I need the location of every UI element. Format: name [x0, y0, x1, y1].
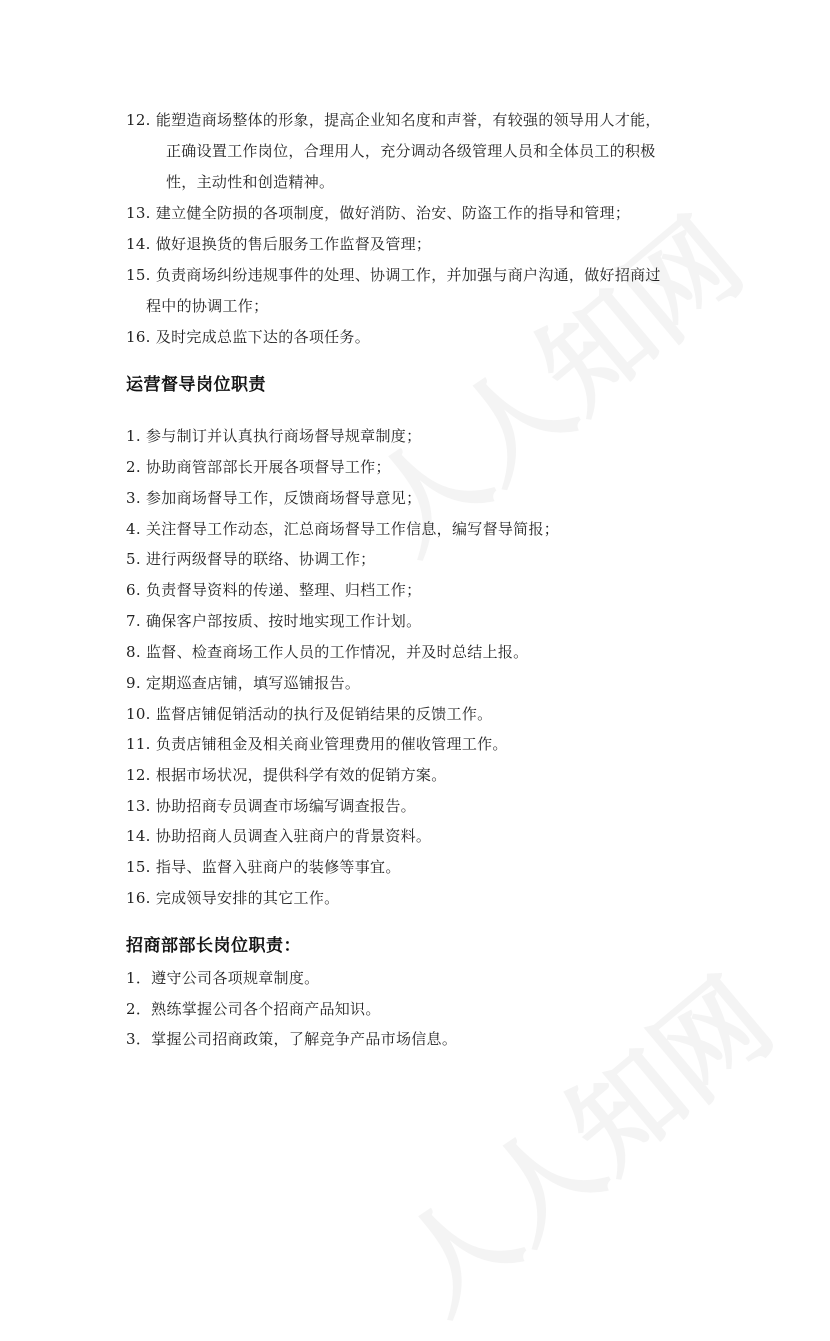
- list-item: 16. 完成领导安排的其它工作。: [126, 889, 340, 907]
- list-item: 11. 负责店铺租金及相关商业管理费用的催收管理工作。: [126, 735, 508, 753]
- list-item-continuation: 正确设置工作岗位，合理用人，充分调动各级管理人员和全体员工的积极: [166, 142, 656, 160]
- list-item: 8. 监督、检查商场工作人员的工作情况，并及时总结上报。: [126, 643, 529, 661]
- list-item: 3．掌握公司招商政策，了解竞争产品市场信息。: [126, 1030, 458, 1048]
- list-item-continuation: 程中的协调工作；: [146, 297, 269, 315]
- list-item: 14. 协助招商人员调查入驻商户的背景资料。: [126, 827, 432, 845]
- list-item: 4. 关注督导工作动态，汇总商场督导工作信息，编写督导简报；: [126, 520, 560, 538]
- list-item: 16. 及时完成总监下达的各项任务。: [126, 328, 371, 346]
- list-item: 12. 能塑造商场整体的形象，提高企业知名度和声誉，有较强的领导用人才能，: [126, 111, 661, 129]
- list-item: 15. 指导、监督入驻商户的装修等事宜。: [126, 858, 401, 876]
- list-item: 2. 协助商管部部长开展各项督导工作；: [126, 458, 391, 476]
- list-item: 10. 监督店铺促销活动的执行及促销结果的反馈工作。: [126, 705, 493, 723]
- list-item: 5. 进行两级督导的联络、协调工作；: [126, 550, 376, 568]
- list-item: 15. 负责商场纠纷违规事件的处理、协调工作，并加强与商户沟通，做好招商过: [126, 266, 661, 284]
- list-item: 1. 参与制订并认真执行商场督导规章制度；: [126, 427, 422, 445]
- list-item-continuation: 性，主动性和创造精神。: [166, 173, 335, 191]
- watermark: [361, 937, 800, 1341]
- list-item: 12. 根据市场状况，提供科学有效的促销方案。: [126, 766, 447, 784]
- list-item: 3. 参加商场督导工作，反馈商场督导意见；: [126, 489, 422, 507]
- list-item: 9. 定期巡查店铺，填写巡铺报告。: [126, 674, 361, 692]
- section-heading: 招商部部长岗位职责：: [126, 936, 301, 956]
- section-heading: 运营督导岗位职责: [126, 375, 266, 395]
- list-item: 1．遵守公司各项规章制度。: [126, 969, 320, 987]
- list-item: 6. 负责督导资料的传递、整理、归档工作；: [126, 581, 422, 599]
- list-item: 14. 做好退换货的售后服务工作监督及管理；: [126, 235, 432, 253]
- list-item: 2．熟练掌握公司各个招商产品知识。: [126, 1000, 381, 1018]
- list-item: 7. 确保客户部按质、按时地实现工作计划。: [126, 612, 422, 630]
- list-item: 13. 建立健全防损的各项制度，做好消防、治安、防盗工作的指导和管理；: [126, 204, 631, 222]
- list-item: 13. 协助招商专员调查市场编写调查报告。: [126, 797, 416, 815]
